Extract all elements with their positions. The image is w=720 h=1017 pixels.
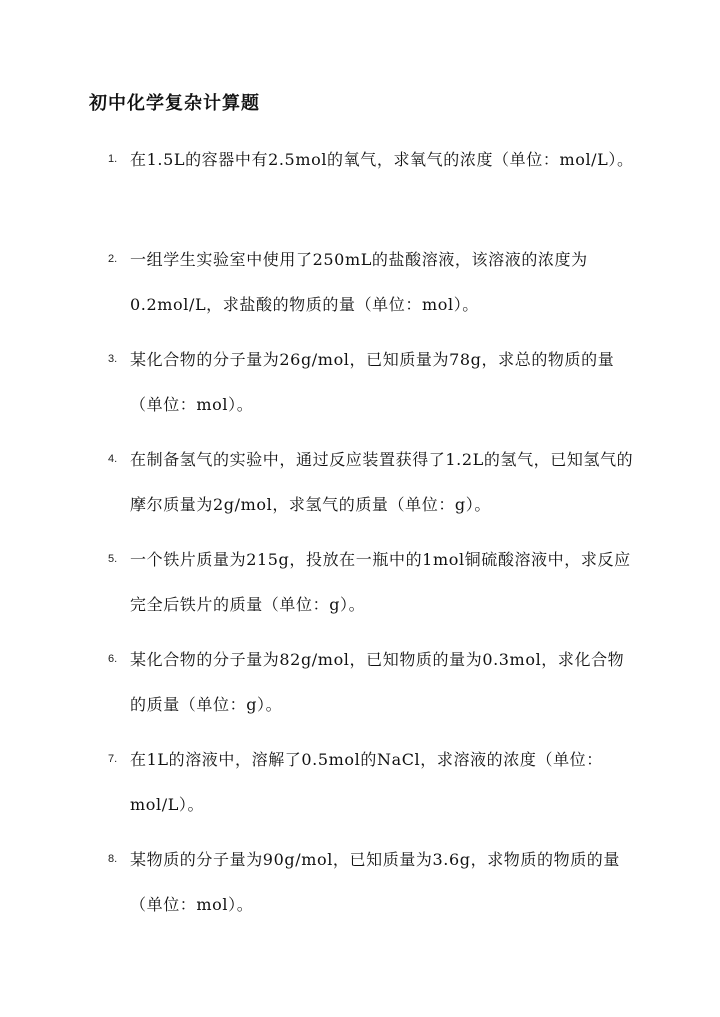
question-number: 5. (108, 553, 118, 565)
question-item (108, 148, 638, 182)
question-item (108, 248, 638, 327)
question-item (108, 648, 638, 727)
question-item (108, 448, 638, 527)
question-item (108, 548, 638, 627)
question-number: 4. (108, 453, 118, 465)
question-number: 8. (108, 853, 118, 865)
question-text: 某物质的分子量为90g/mol，已知质量为3.6g，求物质的物质的量（单位：mol）。 (130, 850, 621, 914)
question-number: 6. (108, 653, 118, 665)
question-number: 7. (108, 753, 118, 765)
question-item (108, 748, 638, 827)
question-text: 一个铁片质量为215g，投放在一瓶中的1mol铜硫酸溶液中，求反应完全后铁片的质量（单位：g）。 (130, 550, 631, 614)
question-text: 在制备氢气的实验中，通过反应装置获得了1.2L的氢气，已知氢气的摩尔质量为2g/mol，求氢气的质量（单位：g）。 (130, 450, 634, 514)
question-text: 在1.5L的容器中有2.5mol的氧气，求氧气的浓度（单位：mol/L）。 (130, 150, 634, 169)
question-number: 2. (108, 253, 118, 265)
question-text: 在1L的溶液中，溶解了0.5mol的NaCl，求溶液的浓度（单位：mol/L）。 (130, 750, 603, 814)
question-item (108, 348, 638, 427)
document-title: 初中化学复杂计算题 (89, 93, 260, 114)
question-text: 一组学生实验室中使用了250mL的盐酸溶液，该溶液的浓度为0.2mol/L，求盐酸的物质的量（单位：mol）。 (130, 250, 588, 314)
question-text: 某化合物的分子量为82g/mol，已知物质的量为0.3mol，求化合物的质量（单位：g）。 (130, 650, 625, 714)
question-number: 1. (108, 153, 118, 165)
question-item (108, 848, 638, 927)
question-text: 某化合物的分子量为26g/mol，已知质量为78g，求总的物质的量（单位：mol）。 (130, 350, 615, 414)
question-number: 3. (108, 353, 118, 365)
